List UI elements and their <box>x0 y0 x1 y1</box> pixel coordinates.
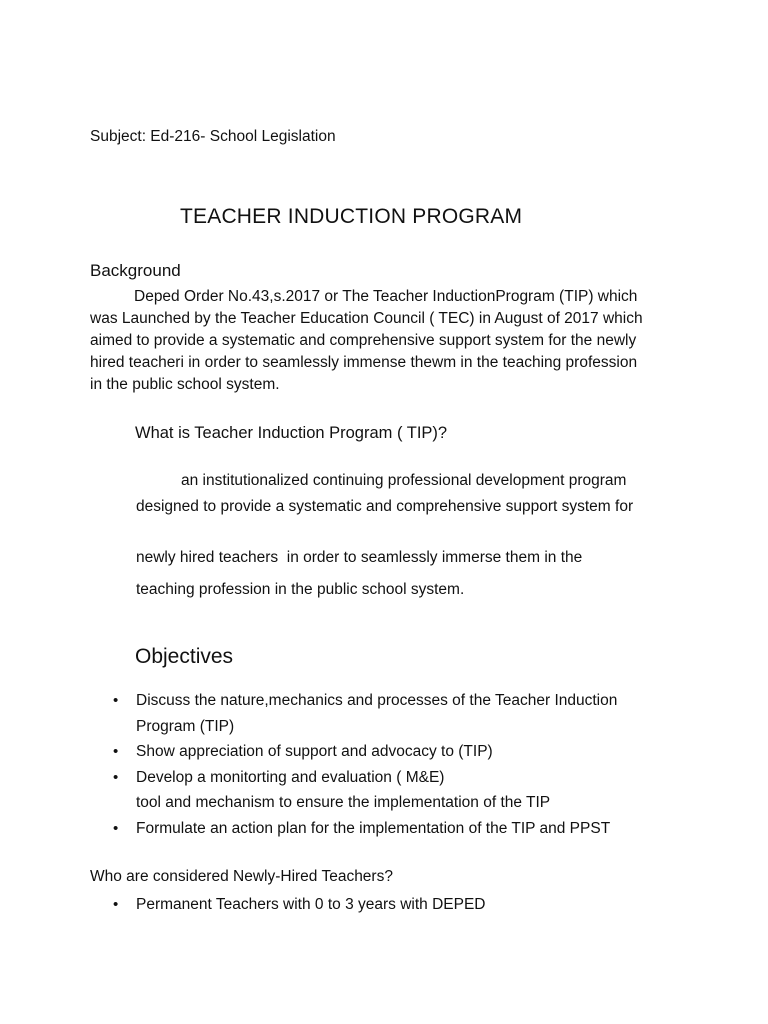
bullet-icon: • <box>113 692 119 709</box>
newly-hired-heading: Who are considered Newly-Hired Teachers? <box>90 868 393 885</box>
list-item <box>112 739 617 765</box>
list-item-text: Permanent Teachers with 0 to 3 years with DEPED <box>136 896 486 913</box>
list-item <box>112 816 617 842</box>
list-item-text: Show appreciation of support and advocacy to (TIP) <box>136 743 493 760</box>
list-item <box>112 688 617 739</box>
tip-definition-line: teaching profession in the public school system. <box>136 581 465 598</box>
background-line: hired teacheri in order to seamlessly immense thewm in the teaching profession <box>90 354 638 371</box>
objectives-list <box>112 688 617 841</box>
background-line: aimed to provide a systematic and comprehensive support system for the newly <box>90 332 637 349</box>
list-item-text: Develop a monitorting and evaluation ( M&E) <box>136 768 445 786</box>
what-is-tip-heading: What is Teacher Induction Program ( TIP)? <box>135 424 448 442</box>
list-item-text: Program (TIP) <box>136 717 235 735</box>
list-item-text: Formulate an action plan for the implementation of the TIP and PPST <box>136 819 611 837</box>
bullet-icon: • <box>113 768 119 786</box>
background-heading: Background <box>90 261 181 280</box>
background-line: was Launched by the Teacher Education Council ( TEC) in August of 2017 which <box>90 310 643 327</box>
page-title: TEACHER INDUCTION PROGRAM <box>180 205 523 228</box>
subject-line: Subject: Ed-216- School Legislation <box>90 128 336 145</box>
bullet-icon: • <box>113 743 119 760</box>
objectives-heading: Objectives <box>135 645 234 668</box>
background-paragraph <box>90 286 690 396</box>
list-item-text: Discuss the nature,mechanics and processes of the Teacher Induction <box>136 692 618 709</box>
list-item <box>112 765 617 816</box>
background-line: in the public school system. <box>90 376 280 393</box>
list-item-text: tool and mechanism to ensure the implementation of the TIP <box>136 794 551 811</box>
bullet-icon: • <box>113 819 119 837</box>
newly-hired-list <box>112 892 485 918</box>
background-line: Deped Order No.43,s.2017 or The Teacher InductionProgram (TIP) which <box>134 288 638 305</box>
bullet-icon: • <box>113 896 119 913</box>
tip-definition-line: newly hired teachers in order to seamlessly immerse them in the <box>136 549 583 566</box>
tip-definition-line: an institutionalized continuing professional development program <box>181 472 627 489</box>
tip-definition-line: designed to provide a systematic and comprehensive support system for <box>136 498 634 515</box>
list-item <box>112 892 485 918</box>
